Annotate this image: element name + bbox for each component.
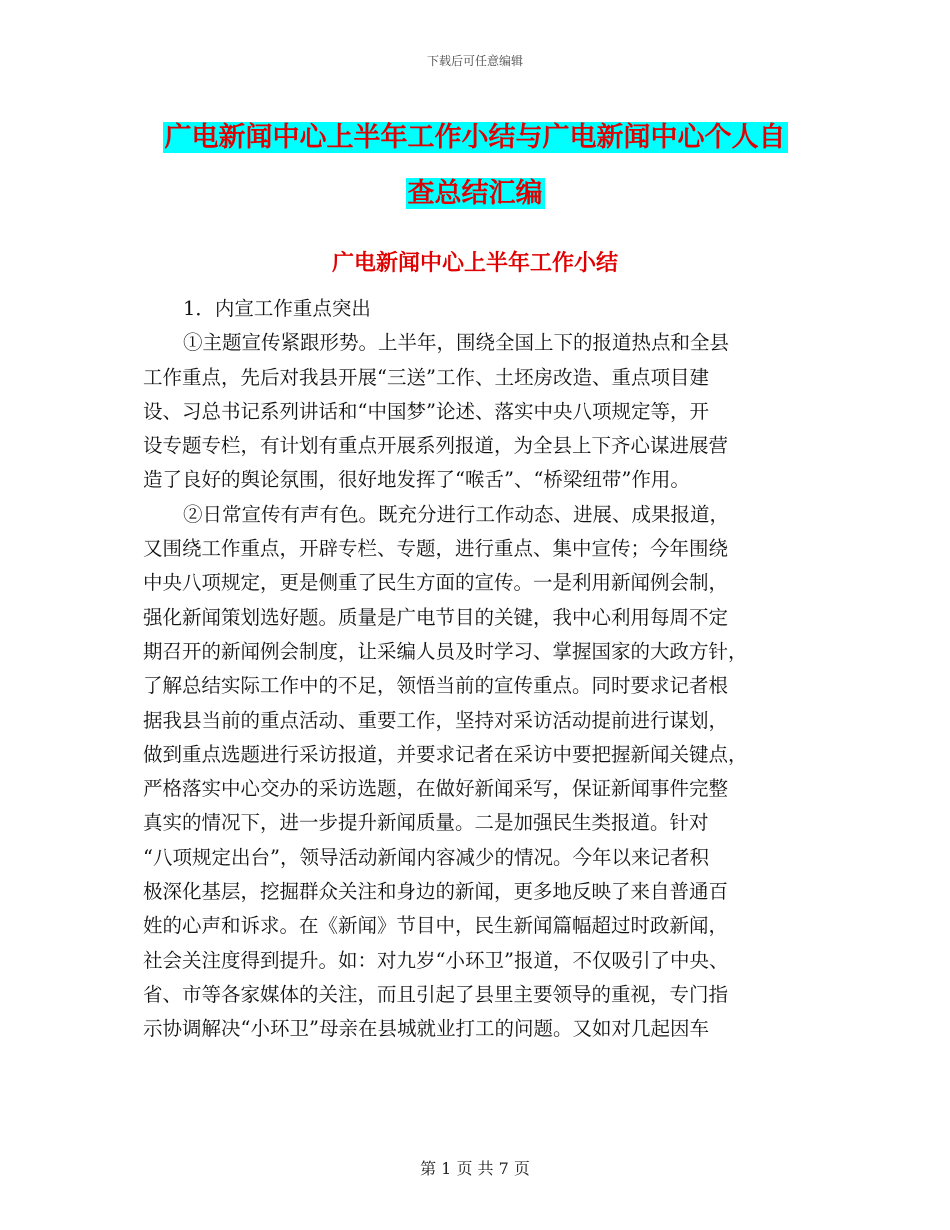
text-line: 省、市等各家媒体的关注，而且引起了县里主要领导的重视，专门指	[143, 982, 729, 1006]
text-line: 设专题专栏，有计划有重点开展系列报道，为全县上下齐心谋进展营	[143, 434, 729, 458]
text-line: 姓的心声和诉求。在《新闻》节目中，民生新闻篇幅超过时政新闻，	[143, 914, 729, 938]
document-title	[0, 110, 950, 222]
page-footer: 第 1 页 共 7 页	[420, 1159, 530, 1178]
text-line: 极深化基层，挖掘群众关注和身边的新闻，更多地反映了来自普通百	[143, 880, 729, 904]
section-title: 广电新闻中心上半年工作小结	[331, 251, 618, 276]
body-text	[143, 292, 809, 1047]
text-line: 了解总结实际工作中的不足，领悟当前的宣传重点。同时要求记者根	[143, 674, 729, 698]
text-line: 强化新闻策划选好题。质量是广电节目的关键，我中心利用每周不定	[143, 605, 729, 629]
text-line: 1．内宣工作重点突出	[183, 297, 371, 320]
text-line: 期召开的新闻例会制度，让采编人员及时学习、掌握国家的大政方针，	[143, 639, 748, 663]
text-line: 示协调解决“小环卫”母亲在县城就业打工的问题。又如对几起因车	[143, 1017, 709, 1041]
text-line: 社会关注度得到提升。如：对九岁“小环卫”报道，不仅吸引了中央、	[143, 948, 729, 972]
text-line: 真实的情况下，进一步提升新闻质量。二是加强民生类报道。针对	[143, 811, 709, 835]
document-title-line-1: 广电新闻中心上半年工作小结与广电新闻中心个人自	[164, 122, 786, 153]
text-line: 工作重点，先后对我县开展“三送”工作、土坯房改造、重点项目建	[143, 365, 709, 389]
header-note: 下载后可任意编辑	[426, 54, 523, 68]
text-line: “八项规定出台”，领导活动新闻内容减少的情况。今年以来记者积	[143, 845, 709, 869]
text-line: ①主题宣传紧跟形势。上半年，围绕全国上下的报道热点和全县	[183, 331, 730, 355]
text-line: 据我县当前的重点活动、重要工作，坚持对采访活动提前进行谋划，	[143, 708, 729, 732]
text-line: 设、习总书记系列讲话和“中国梦”论述、落实中央八项规定等，开	[143, 399, 709, 423]
paragraph-2	[143, 498, 809, 1047]
paragraph-1	[143, 326, 809, 497]
document-title-line-2: 查总结汇编	[407, 178, 543, 209]
text-line: 做到重点选题进行采访报道，并要求记者在采访中要把握新闻关键点，	[143, 742, 748, 766]
text-line: 严格落实中心交办的采访选题，在做好新闻采写，保证新闻事件完整	[143, 777, 729, 801]
text-line: ②日常宣传有声有色。既充分进行工作动态、进展、成果报道，	[183, 502, 730, 526]
text-line: 又围绕工作重点，开辟专栏、专题，进行重点、集中宣传；今年围绕	[143, 537, 729, 561]
text-line: 中央八项规定，更是侧重了民生方面的宣传。一是利用新闻例会制，	[143, 571, 729, 595]
section-heading	[143, 292, 809, 326]
text-line: 造了良好的舆论氛围，很好地发挥了“喉舌”、“桥梁纽带”作用。	[143, 468, 690, 492]
